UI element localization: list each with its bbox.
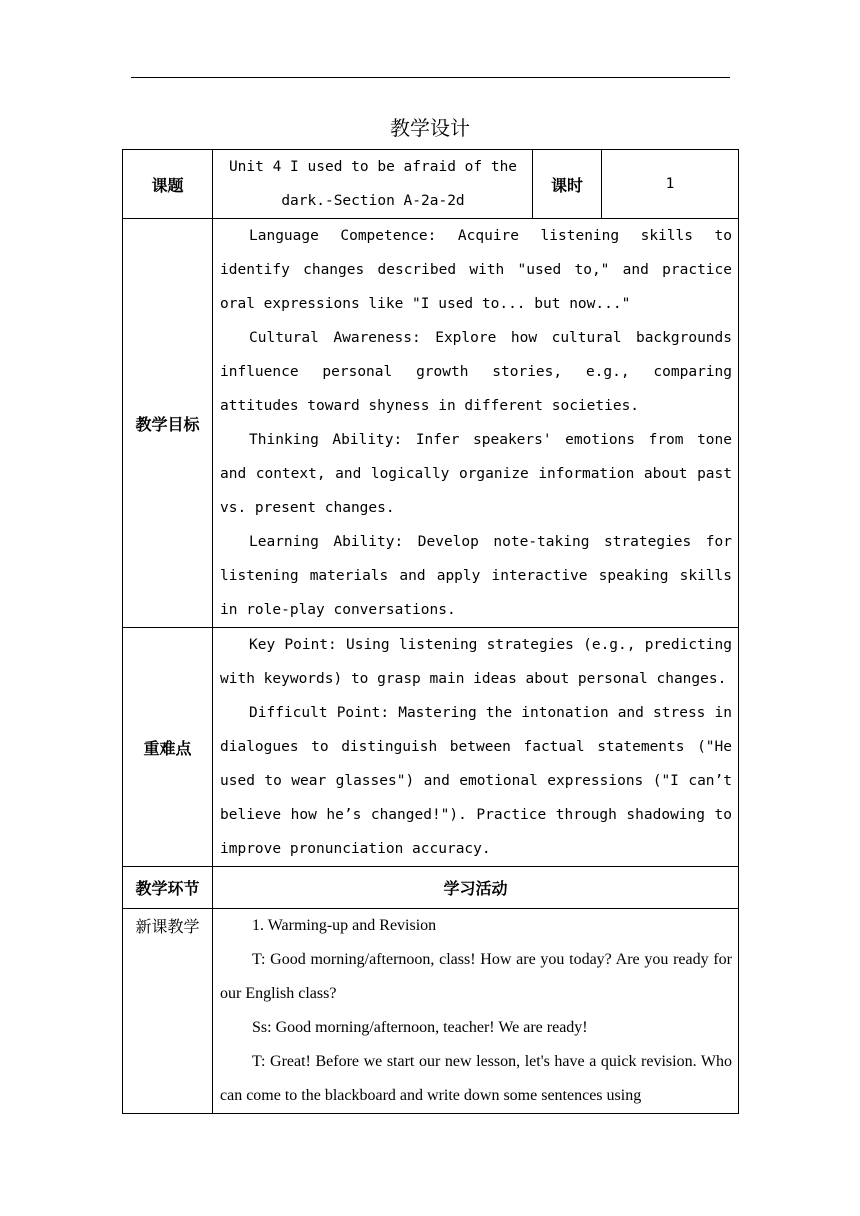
period-label: 课时 <box>533 150 602 219</box>
key-points-content <box>213 628 739 867</box>
new-lesson-content <box>213 909 739 1114</box>
topic-label: 课题 <box>123 150 213 219</box>
lesson-line-teacher-greeting: T: Good morning/afternoon, class! How are you today? Are you ready for our English class? <box>220 951 732 1002</box>
key-points-label: 重难点 <box>123 628 213 867</box>
lesson-line-students-reply: Ss: Good morning/afternoon, teacher! We are ready! <box>252 1019 588 1036</box>
activity-label: 学习活动 <box>213 867 739 909</box>
stage-label: 教学环节 <box>123 867 213 909</box>
new-lesson-label: 新课教学 <box>123 909 213 1114</box>
objectives-label: 教学目标 <box>123 219 213 628</box>
section-header-row <box>123 867 739 909</box>
topic-row <box>123 150 739 219</box>
document-title: 教学设计 <box>390 116 470 140</box>
lesson-plan-table <box>122 149 739 1114</box>
header-rule <box>131 77 730 78</box>
key-points-row <box>123 628 739 867</box>
lesson-step-heading: 1. Warming-up and Revision <box>252 917 437 934</box>
topic-value: Unit 4 I used to be afraid of the dark.-Section A-2a-2d <box>213 150 533 219</box>
objectives-row <box>123 219 739 628</box>
key-point: Key Point: Using listening strategies (e.g., predicting with keywords) to grasp main ideas about personal changes. <box>220 637 732 687</box>
period-value: 1 <box>602 150 739 219</box>
objective-thinking: Thinking Ability: Infer speakers' emotions from tone and context, and logically organize information about past vs. present changes. <box>220 432 732 516</box>
new-lesson-row <box>123 909 739 1114</box>
objective-culture: Cultural Awareness: Explore how cultural backgrounds influence personal growth stories, e.g., comparing attitudes toward shyness in different societies. <box>220 330 732 414</box>
difficult-point: Difficult Point: Mastering the intonation and stress in dialogues to distinguish between factual statements ("He used to wear glasses") and emotional expressions ("I can’t believe how he’s changed!"). Practice through shadowing to improve pronunciation accuracy. <box>220 705 732 857</box>
objective-learning: Learning Ability: Develop note-taking strategies for listening materials and apply interactive speaking skills in role-play conversations. <box>220 534 732 618</box>
lesson-line-teacher-revision: T: Great! Before we start our new lesson, let's have a quick revision. Who can come to the blackboard and write down some sentences using <box>220 1053 732 1104</box>
objective-language: Language Competence: Acquire listening skills to identify changes described with "used to," and practice oral expressions like "I used to... but now..." <box>220 228 732 312</box>
objectives-content <box>213 219 739 628</box>
